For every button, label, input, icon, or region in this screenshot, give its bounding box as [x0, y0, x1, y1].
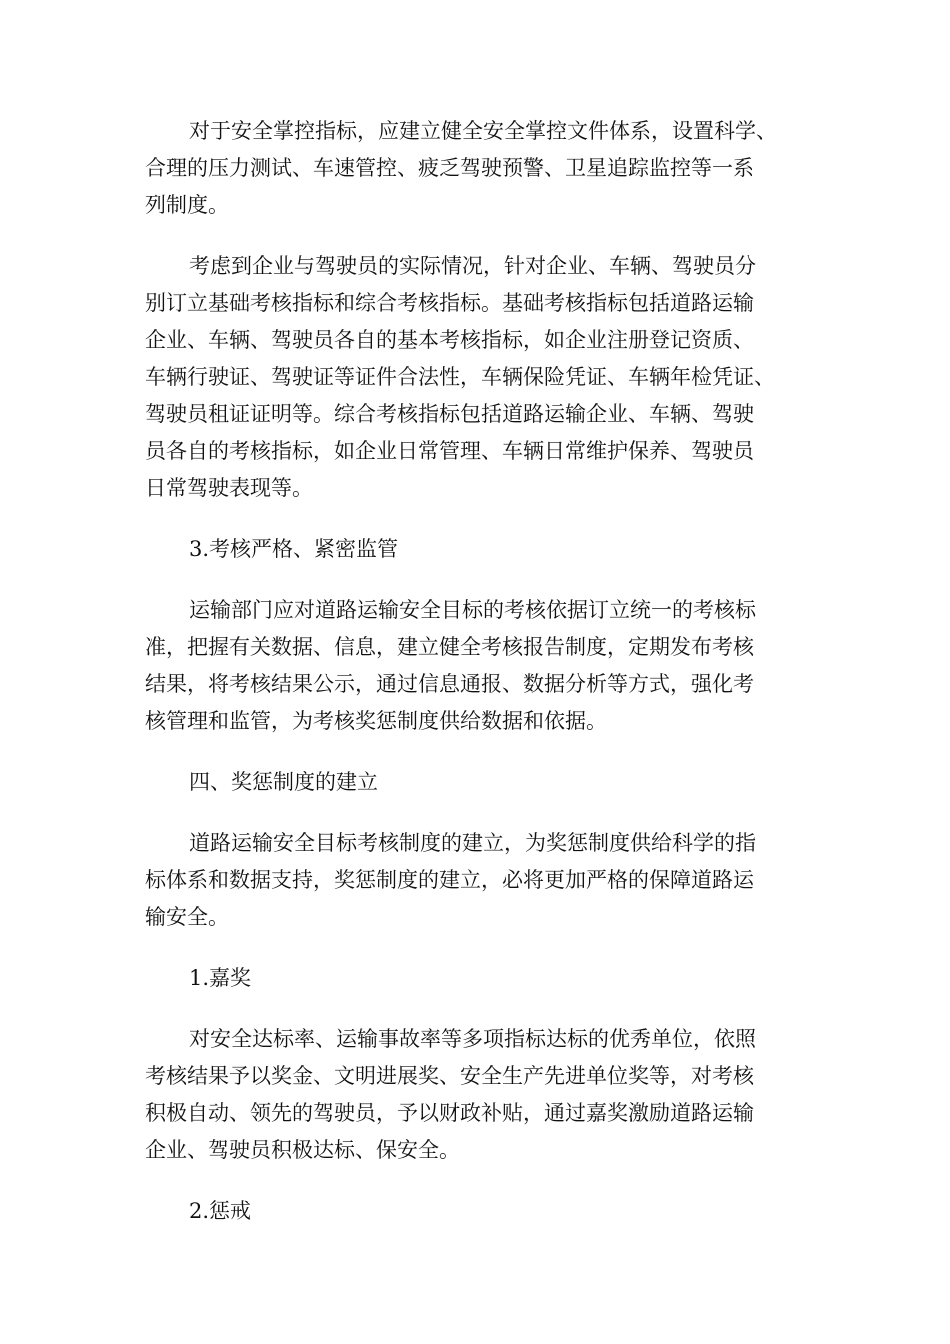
- paragraph-line: 结果，将考核结果公示，通过信息通报、数据分析等方式，强化考: [145, 672, 754, 696]
- paragraph-line: 道路运输安全目标考核制度的建立，为奖惩制度供给科学的指: [189, 831, 756, 855]
- paragraph: [145, 825, 825, 936]
- section-heading: 3.考核严格、紧密监管: [189, 537, 399, 561]
- paragraph-line: 运输部门应对道路运输安全目标的考核依据订立统一的考核标: [189, 598, 756, 622]
- paragraph-line: 对于安全掌控指标，应建立健全安全掌控文件体系，设置科学、: [189, 119, 777, 143]
- paragraph-line: 企业、驾驶员积极达标、保安全。: [145, 1138, 460, 1162]
- paragraph: [145, 592, 825, 740]
- paragraph-line: 输安全。: [145, 905, 229, 929]
- paragraph-line: 考核结果予以奖金、文明进展奖、安全生产先进单位奖等，对考核: [145, 1064, 754, 1088]
- paragraph-line: 积极自动、领先的驾驶员，予以财政补贴，通过嘉奖激励道路运输: [145, 1101, 754, 1125]
- section-heading: 2.惩戒: [189, 1199, 252, 1223]
- paragraph-line: 对安全达标率、运输事故率等多项指标达标的优秀单位，依照: [189, 1027, 756, 1051]
- document-body: [145, 113, 825, 1254]
- section-heading: 1.嘉奖: [189, 966, 252, 990]
- paragraph-line: 员各自的考核指标，如企业日常管理、车辆日常维护保养、驾驶员: [145, 439, 754, 463]
- paragraph-line: 准，把握有关数据、信息，建立健全考核报告制度，定期发布考核: [145, 635, 754, 659]
- section-heading: 四、奖惩制度的建立: [189, 770, 378, 794]
- paragraph: [145, 113, 825, 224]
- paragraph-line: 日常驾驶表现等。: [145, 476, 313, 500]
- paragraph-line: 驾驶员租证证明等。综合考核指标包括道路运输企业、车辆、驾驶: [145, 402, 754, 426]
- paragraph-line: 核管理和监管，为考核奖惩制度供给数据和依据。: [145, 709, 607, 733]
- paragraph-line: 考虑到企业与驾驶员的实际情况，针对企业、车辆、驾驶员分: [189, 254, 756, 278]
- paragraph-line: 企业、车辆、驾驶员各自的基本考核指标，如企业注册登记资质、: [145, 328, 754, 352]
- paragraph-line: 别订立基础考核指标和综合考核指标。基础考核指标包括道路运输: [145, 291, 754, 315]
- paragraph: [145, 248, 825, 507]
- paragraph-line: 标体系和数据支持，奖惩制度的建立，必将更加严格的保障道路运: [145, 868, 754, 892]
- paragraph-line: 车辆行驶证、驾驶证等证件合法性，车辆保险凭证、车辆年检凭证、: [145, 365, 775, 389]
- paragraph-line: 合理的压力测试、车速管控、疲乏驾驶预警、卫星追踪监控等一系: [145, 156, 754, 180]
- paragraph-line: 列制度。: [145, 193, 229, 217]
- paragraph: [145, 1021, 825, 1169]
